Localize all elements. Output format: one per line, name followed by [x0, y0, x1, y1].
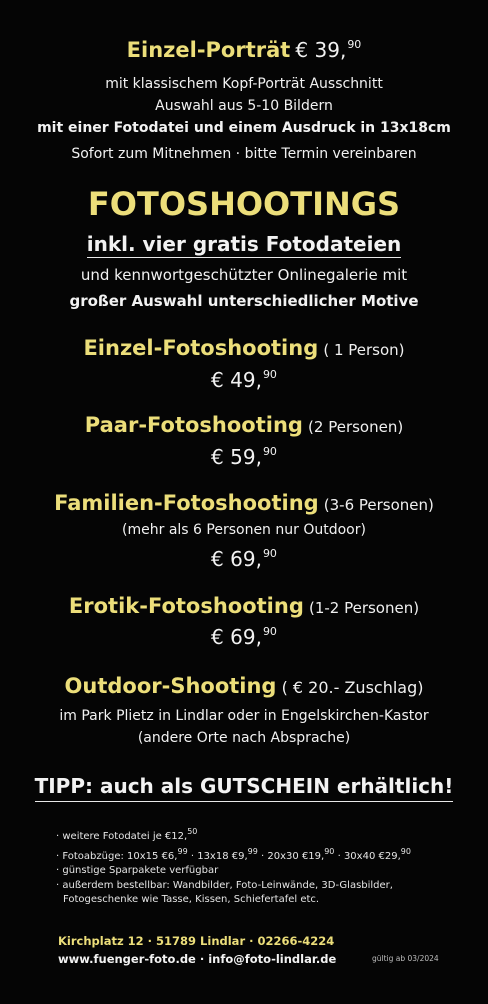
shootings-subheading: inkl. vier gratis Fotodateien [86, 232, 402, 256]
valid-date: gültig ab 03/2024 [372, 954, 439, 963]
einzel-portrait-line1: mit klassischem Kopf-Porträt Ausschnitt [105, 76, 383, 92]
footer-web: www.fuenger-foto.de · info@foto-lindlar.de [58, 952, 337, 966]
einzel-portrait-price: € 39,90 [295, 38, 362, 62]
einzel-portrait-line3: mit einer Fotodatei und einem Ausdruck in 13x18cm [37, 120, 451, 136]
package-note: ( 1 Person) [323, 341, 405, 359]
tipp-wrap [0, 774, 488, 798]
package-title: Familien-Fotoshooting [54, 491, 319, 515]
bullet-sparpakete: · günstige Sparpakete verfügbar [56, 865, 219, 876]
outdoor-header [0, 674, 488, 698]
package-price: € 59,90 [211, 445, 277, 469]
package-price: € 69,90 [211, 547, 277, 571]
package-price: € 69,90 [211, 625, 277, 649]
info-bullets [56, 825, 411, 908]
einzel-portrait-line2: Auswahl aus 5-10 Bildern [155, 98, 333, 114]
shootings-heading: FOTOSHOOTINGS [87, 185, 401, 223]
outdoor-line1: im Park Plietz in Lindlar oder in Engelskirchen-Kastor [59, 708, 429, 724]
outdoor-line2: (andere Orte nach Absprache) [137, 730, 351, 746]
bullet-fotoabzuege: · Fotoabzüge: 10x15 €6,99 · 13x18 €9,99 · 20x30 €19,90 · 30x40 €29,90 [56, 846, 411, 862]
outdoor-note: ( € 20.- Zuschlag) [281, 678, 424, 697]
package-note: (2 Personen) [308, 418, 404, 436]
package-title: Paar-Fotoshooting [84, 413, 303, 437]
package-note: (1-2 Personen) [308, 599, 420, 617]
package-familien [0, 491, 488, 515]
package-note: (3-6 Personen) [323, 496, 434, 514]
bullet-bestellbar: · außerdem bestellbar: Wandbilder, Foto-Leinwände, 3D-Glasbilder, [56, 879, 393, 891]
package-title: Erotik-Fotoshooting [68, 594, 304, 618]
shootings-subheading-wrap [0, 232, 488, 256]
bullet-fotogeschenke: Fotogeschenke wie Tasse, Kissen, Schiefertafel etc. [63, 894, 320, 905]
outdoor-title: Outdoor-Shooting [64, 674, 277, 698]
package-title: Einzel-Fotoshooting [83, 336, 319, 360]
shootings-line2: großer Auswahl unterschiedlicher Motive [69, 292, 419, 310]
package-paar [0, 413, 488, 437]
footer-address: Kirchplatz 12 · 51789 Lindlar · 02266-4224 [58, 934, 335, 948]
einzel-portrait-line4: Sofort zum Mitnehmen · bitte Termin vereinbaren [71, 146, 417, 162]
package-erotik [0, 594, 488, 618]
einzel-portrait-title: Einzel-Porträt [126, 38, 291, 62]
tipp-text: TIPP: auch als GUTSCHEIN erhältlich! [35, 774, 454, 802]
einzel-portrait-header [0, 38, 488, 62]
package-extra: (mehr als 6 Personen nur Outdoor) [122, 522, 366, 538]
bullet-fotodatei: · weitere Fotodatei je €12,50 [56, 827, 198, 842]
shootings-line1: und kennwortgeschützter Onlinegalerie mit [80, 266, 408, 284]
package-einzel [0, 336, 488, 360]
package-price: € 49,90 [211, 368, 277, 392]
